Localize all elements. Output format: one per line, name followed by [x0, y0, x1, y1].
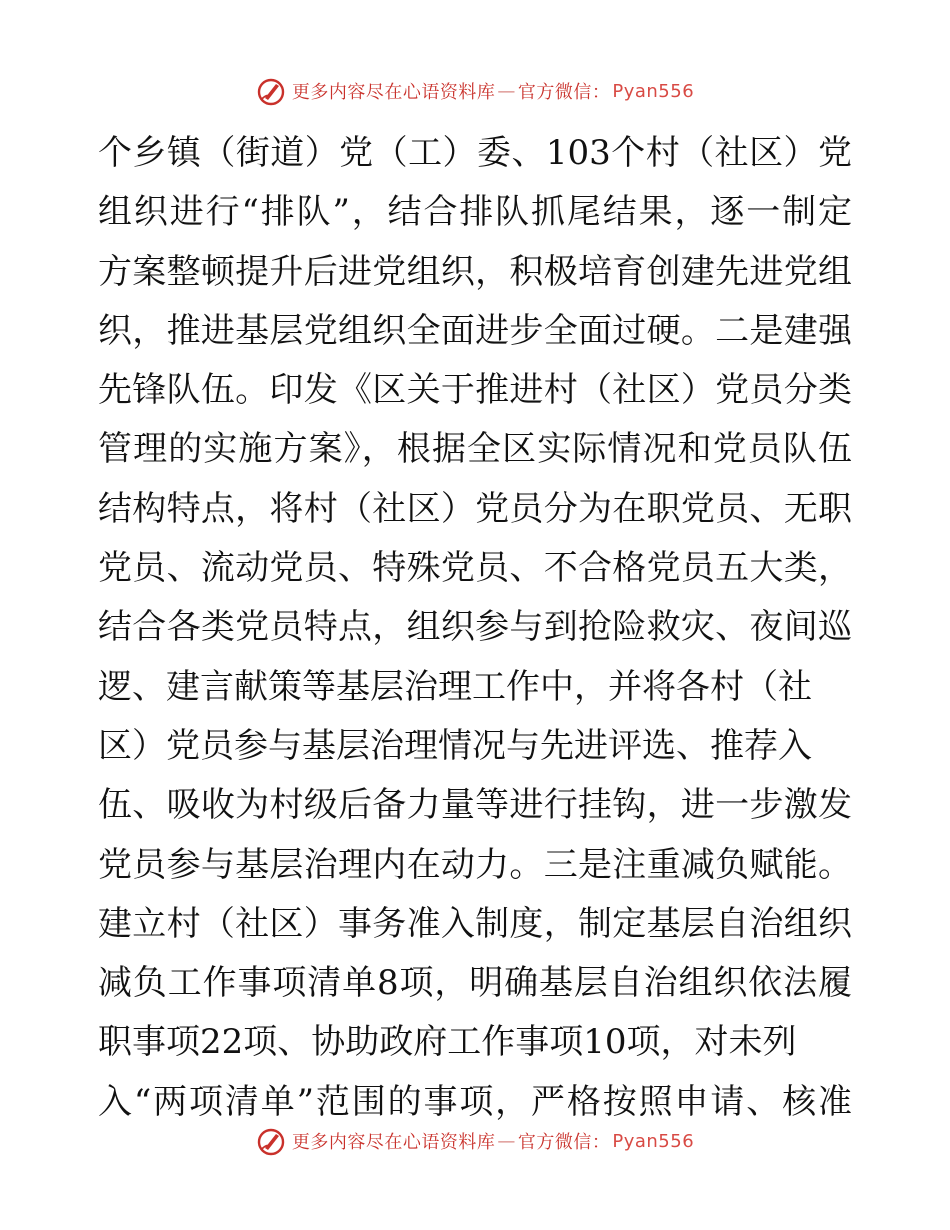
body-line: 逻、建言献策等基层治理工作中，并将各村（社 — [98, 666, 812, 707]
body-line: 织，推进基层党组织全面进步全面过硬。二是建强 — [98, 310, 852, 351]
watermark-wechat-label: 官方微信： — [517, 82, 611, 103]
body-line: 先锋队伍。印发《区关于推进村（社区）党员分类 — [98, 370, 852, 411]
header-watermark — [0, 76, 950, 106]
brand-logo-icon — [256, 76, 286, 106]
watermark-wechat-label: 官方微信： — [517, 1132, 611, 1153]
body-line: 组织进行“排队”，结合排队抓尾结果，逐一制定 — [98, 192, 852, 233]
watermark-separator: — — [497, 1130, 516, 1152]
body-line: 方案整顿提升后进党组织，积极培育创建先进党组 — [98, 251, 852, 292]
watermark-wechat-id: Pyan556 — [612, 1130, 695, 1152]
body-line: 职事项22项、协助政府工作事项10项，对未列 — [98, 1022, 797, 1063]
body-line: 管理的实施方案》，根据全区实际情况和党员队伍 — [98, 429, 852, 470]
brand-logo-icon — [256, 1126, 286, 1156]
body-line: 结合各类党员特点，组织参与到抢险救灾、夜间巡 — [98, 607, 852, 648]
body-line: 结构特点，将村（社区）党员分为在职党员、无职 — [98, 488, 852, 529]
body-line: 个乡镇（街道）党（工）委、103个村（社区）党 — [98, 133, 852, 173]
footer-watermark — [0, 1126, 950, 1156]
body-line: 党员、流动党员、特殊党员、不合格党员五大类， — [98, 548, 852, 589]
watermark-separator: — — [497, 80, 516, 102]
watermark-wechat-id: Pyan556 — [612, 80, 695, 102]
body-line: 区）党员参与基层治理情况与先进评选、推荐入 — [98, 725, 812, 766]
watermark-main-text: 更多内容尽在心语资料库 — [291, 82, 496, 103]
body-line: 党员参与基层治理内在动力。三是注重减负赋能。 — [98, 844, 852, 885]
body-line: 入“两项清单”范围的事项，严格按照申请、核准 — [98, 1081, 852, 1122]
body-line: 建立村（社区）事务准入制度，制定基层自治组织 — [98, 903, 852, 944]
document-body — [98, 124, 852, 1132]
body-line: 减负工作事项清单8项，明确基层自治组织依法履 — [98, 963, 852, 1004]
watermark-main-text: 更多内容尽在心语资料库 — [291, 1132, 496, 1153]
body-line: 伍、吸收为村级后备力量等进行挂钩，进一步激发 — [98, 785, 852, 826]
